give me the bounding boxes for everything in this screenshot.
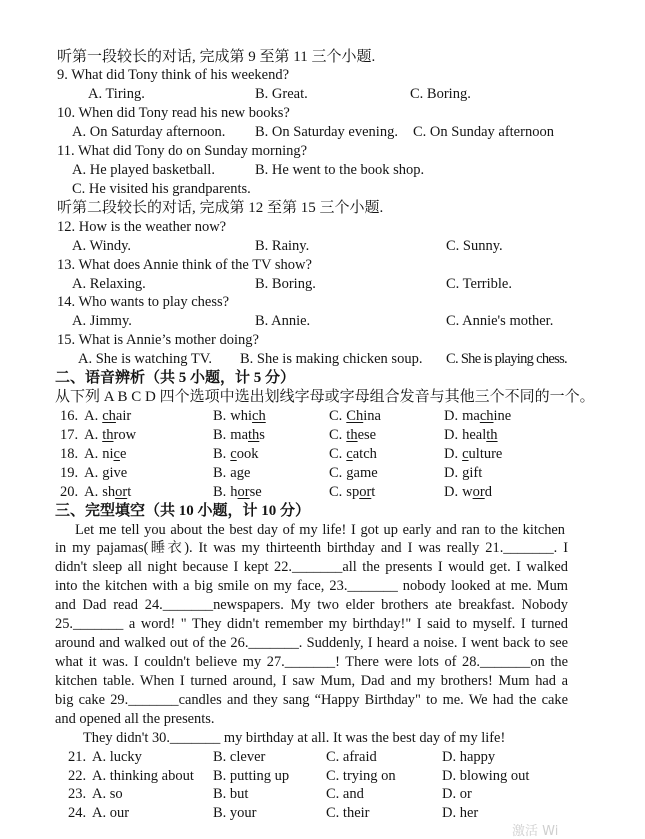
option-a (60, 464, 127, 483)
word-prefix: whi (230, 408, 253, 425)
underlined-letters: c (230, 445, 237, 462)
option-label: C. (329, 426, 343, 443)
underlined-letters: or (237, 483, 250, 500)
option-b (213, 407, 266, 426)
underlined-letters: c (346, 445, 353, 462)
option-d (444, 483, 492, 502)
option-c (329, 407, 381, 426)
passage-line: and Dad read 24._______newspapers. My two elder brothers ate breakfast. Nobody (55, 597, 568, 614)
question-number: 24. (68, 805, 87, 822)
word-suffix: ulture (468, 445, 503, 462)
question-11-options-row-2 (0, 180, 645, 199)
word-suffix: t (127, 483, 132, 500)
option-label: A. (84, 408, 99, 425)
option-a: A. our (92, 805, 130, 822)
question-number: 22. (68, 767, 87, 784)
option-a: A. thinking about (92, 767, 194, 784)
underlined-letters: g (462, 464, 470, 481)
option-b: B. He went to the book shop. (255, 162, 425, 179)
option-b: B. your (213, 805, 257, 822)
option-label: B. (213, 445, 227, 462)
phonetics-question-19 (0, 464, 645, 483)
question-11-stem: 11. What did Tony do on Sunday morning? (57, 143, 308, 160)
word-prefix: a (230, 464, 237, 481)
option-c: C. afraid (326, 748, 377, 765)
word-suffix: atch (352, 445, 377, 462)
option-b (213, 445, 258, 464)
option-b: B. On Saturday evening. (255, 124, 398, 141)
option-c: C. Terrible. (446, 275, 512, 292)
word-suffix: ook (236, 445, 259, 462)
word-suffix: d (484, 483, 492, 500)
option-b (213, 464, 250, 483)
question-number: 16. (60, 408, 79, 425)
section-2-title: 二、语音辨析（共 5 小题，计 5 分） (55, 370, 296, 387)
option-label: B. (213, 464, 227, 481)
passage-line: They didn't 30._______ my birthday at all. It was the best day of my life! (83, 729, 506, 746)
question-9-stem: 9. What did Tony think of his weekend? (57, 67, 290, 84)
option-a: A. Relaxing. (72, 275, 146, 292)
word-suffix: ame (353, 464, 378, 481)
option-b: B. Great. (255, 86, 308, 103)
phonetics-question-18 (0, 445, 645, 464)
word-suffix: s (259, 426, 265, 443)
underlined-letters: th (486, 426, 498, 443)
underlined-letters: ch (252, 408, 266, 425)
passage-line: 25._______ a word! " They didn't remember my birthday!" I said to myself. I turned (55, 616, 568, 633)
option-c (329, 426, 376, 445)
option-b: B. but (213, 786, 249, 803)
option-d: D. her (442, 805, 479, 822)
underlined-letters: or (359, 483, 372, 500)
passage-line: didn't sleep all night because I kept 22._______all the presents I would get. I walked (55, 559, 568, 576)
option-a: A. She is watching TV. (78, 351, 212, 368)
passage-line: big cake 29._______candles and they sang “Happy Birthday" to me. We had the cake (55, 691, 568, 708)
option-label: D. (444, 464, 459, 481)
underlined-letters: Ch (346, 408, 364, 425)
option-label: C. (329, 483, 343, 500)
underlined-letters: or (115, 483, 128, 500)
option-c: C. On Sunday afternoon (413, 124, 554, 141)
option-d (444, 407, 511, 426)
underlined-letters: ch (479, 408, 494, 425)
option-a: A. so (92, 786, 123, 803)
option-c: C. their (326, 805, 370, 822)
option-label: D. (444, 408, 459, 425)
option-label: B. (213, 483, 227, 500)
phonetics-question-20 (0, 483, 645, 502)
word-suffix: ift (469, 464, 483, 481)
question-14-stem: 14. Who wants to play chess? (57, 294, 230, 311)
question-10-options (0, 123, 645, 142)
word-suffix: ina (363, 408, 381, 425)
word-suffix: e (119, 445, 127, 462)
option-label: A. (84, 445, 99, 462)
option-c (329, 464, 378, 483)
option-b: B. Rainy. (255, 237, 310, 254)
passage-line: kitchen table. When I turned around, I saw Mum, Dad and my brothers! Mum had a (55, 672, 568, 689)
option-c: C. He visited his grandparents. (72, 180, 251, 197)
underlined-letters: c (113, 445, 120, 462)
option-a: A. Windy. (72, 237, 132, 254)
cloze-question-23 (0, 785, 645, 804)
option-a (60, 483, 131, 502)
passage-line: what it was. I couldn't believe my 27._______! There were lots of 28._______on the (55, 654, 568, 670)
question-number: 17. (60, 426, 79, 443)
option-label: C. (329, 464, 343, 481)
word-prefix: sh (102, 483, 116, 500)
phonetics-question-16 (0, 407, 645, 426)
word-suffix: e (243, 464, 251, 481)
word-suffix: air (115, 408, 132, 425)
passage-line: in my pajamas(睡衣). It was my thirteenth birthday and I was really 21._______. I (55, 540, 568, 557)
question-9-options (0, 85, 645, 104)
option-c: C. Sunny. (446, 237, 503, 254)
activation-watermark: 激活 Wi (512, 824, 559, 839)
question-number: 18. (60, 445, 79, 462)
question-15-stem: 15. What is Annie’s mother doing? (57, 332, 259, 349)
option-a (60, 426, 136, 445)
question-number: 19. (60, 464, 79, 481)
question-15-options (0, 350, 645, 369)
option-a: A. He played basketball. (72, 162, 215, 179)
word-prefix: h (230, 483, 238, 500)
word-prefix: sp (346, 483, 360, 500)
option-b: B. Annie. (255, 313, 311, 330)
underlined-letters: th (248, 426, 260, 443)
cloze-question-24 (0, 804, 645, 823)
question-13-options (0, 275, 645, 294)
option-label: B. (213, 426, 227, 443)
question-13-stem: 13. What does Annie think of the TV show? (57, 256, 312, 273)
option-c: C. Annie's mother. (446, 313, 554, 330)
word-prefix: heal (462, 426, 487, 443)
underlined-letters: or (472, 483, 485, 500)
option-label: A. (84, 483, 99, 500)
question-number: 20. (60, 483, 79, 500)
option-d: D. happy (442, 748, 496, 765)
cloze-question-22 (0, 767, 645, 786)
dialog-2-instruction: 听第二段较长的对话, 完成第 12 至第 15 三个小题. (57, 199, 384, 216)
option-c (329, 445, 377, 464)
option-d (444, 426, 498, 445)
passage-line: Let me tell you about the best day of my life! I got up early and ran to the kitchen (75, 521, 565, 538)
dialog-1-instruction: 听第一段较长的对话, 完成第 9 至第 11 三个小题. (57, 48, 376, 65)
question-number: 21. (68, 748, 87, 765)
section-3-title: 三、完型填空（共 10 小题，计 10 分） (55, 502, 311, 519)
word-suffix: t (371, 483, 376, 500)
option-label: D. (444, 445, 459, 462)
word-prefix: ni (102, 445, 114, 462)
underlined-letters: th (102, 426, 114, 443)
option-a: A. Tiring. (88, 86, 145, 103)
option-label: C. (329, 408, 343, 425)
question-10-stem: 10. When did Tony read his new books? (57, 105, 290, 122)
option-label: D. (444, 426, 459, 443)
word-suffix: ine (493, 408, 512, 425)
underlined-letters: ch (102, 408, 116, 425)
passage-line: and opened all the presents. (55, 710, 215, 727)
option-a (60, 407, 131, 426)
cloze-question-21 (0, 748, 645, 767)
question-11-options (0, 161, 645, 180)
option-label: A. (84, 426, 99, 443)
option-d: D. blowing out (442, 767, 530, 784)
underlined-letters: g (346, 464, 354, 481)
option-a: A. On Saturday afternoon. (72, 124, 226, 141)
question-number: 23. (68, 786, 87, 803)
option-d (444, 464, 482, 483)
option-b (213, 483, 262, 502)
underlined-letters: g (102, 464, 110, 481)
option-label: B. (213, 408, 227, 425)
word-suffix: row (113, 426, 137, 443)
word-prefix: w (462, 483, 473, 500)
option-b (213, 426, 265, 445)
option-c (329, 483, 375, 502)
word-suffix: se (249, 483, 262, 500)
option-a: A. lucky (92, 748, 142, 765)
option-d: D. or (442, 786, 472, 803)
question-12-stem: 12. How is the weather now? (57, 218, 227, 235)
section-2-instruction: 从下列 A B C D 四个选项中选出划线字母或字母组合发音与其他三个不同的一个。 (55, 389, 595, 406)
option-b: B. putting up (213, 767, 290, 784)
option-d (444, 445, 502, 464)
option-label: C. (329, 445, 343, 462)
option-c: C. trying on (326, 767, 396, 784)
passage-line: around and walked out of the 26._______. Suddenly, I heard a noise. I went back to see (55, 635, 568, 652)
option-b: B. Boring. (255, 275, 316, 292)
underlined-letters: g (236, 464, 244, 481)
option-a: A. Jimmy. (72, 313, 132, 330)
option-c: C. She is playing chess. (446, 351, 567, 368)
phonetics-question-17 (0, 426, 645, 445)
underlined-letters: c (462, 445, 469, 462)
option-c: C. and (326, 786, 364, 803)
word-suffix: ese (357, 426, 377, 443)
question-12-options (0, 237, 645, 256)
option-b: B. She is making chicken soup. (240, 351, 423, 368)
option-label: D. (444, 483, 459, 500)
word-suffix: ive (109, 464, 128, 481)
word-prefix: ma (462, 408, 480, 425)
option-a (60, 445, 126, 464)
question-14-options (0, 312, 645, 331)
option-label: A. (84, 464, 99, 481)
option-c: C. Boring. (410, 86, 471, 103)
word-prefix: ma (230, 426, 249, 443)
underlined-letters: th (346, 426, 358, 443)
option-b: B. clever (213, 748, 266, 765)
passage-line: into the kitchen with a big smile on my face, 23._______ nobody looked at me. Mum (55, 578, 568, 595)
